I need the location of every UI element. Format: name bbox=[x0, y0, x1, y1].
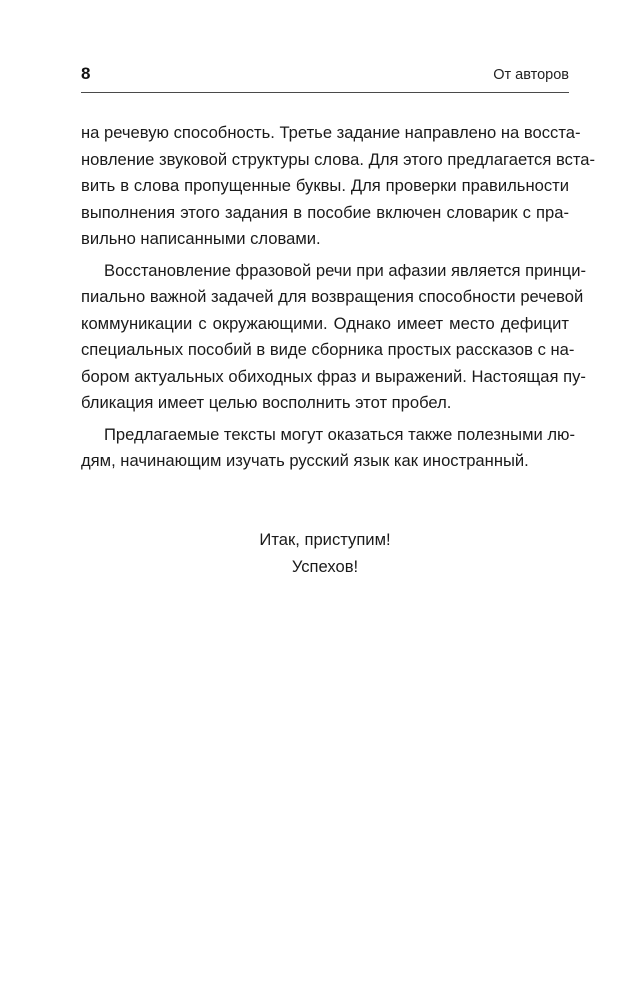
text-line: выполнения этого задания в пособие включен словарик с пра- bbox=[81, 202, 569, 222]
text-line: вить в слова пропущенные буквы. Для проверки правильности bbox=[81, 176, 569, 195]
text-line: дям, начинающим изучать русский язык как иностранный. bbox=[81, 451, 529, 470]
page-number: 8 bbox=[81, 64, 91, 83]
page-header bbox=[81, 62, 569, 93]
closing-block bbox=[81, 526, 569, 580]
closing-line-2: Успехов! bbox=[291, 557, 359, 576]
text-line: бором актуальных обиходных фраз и выражений. Настоящая пу- bbox=[81, 366, 586, 386]
main-text bbox=[81, 120, 596, 475]
paragraph-3 bbox=[81, 422, 576, 475]
text-line: вильно написанными словами. bbox=[81, 229, 321, 248]
closing-line-1: Итак, приступим! bbox=[259, 530, 391, 549]
paragraph-2 bbox=[81, 258, 587, 417]
text-line: коммуникации с окружающими. Однако имеет место дефицит bbox=[81, 313, 569, 333]
text-line: специальных пособий в виде сборника простых рассказов с на- bbox=[81, 340, 575, 359]
text-line: Предлагаемые тексты могут оказаться также полезными лю- bbox=[104, 424, 576, 444]
running-title: От авторов bbox=[493, 67, 569, 83]
paragraph-1 bbox=[81, 120, 596, 253]
text-line: бликация имеет целью восполнить этот пробел. bbox=[81, 393, 452, 412]
text-line: Восстановление фразовой речи при афазии является принци- bbox=[104, 260, 587, 280]
text-line: новление звуковой структуры слова. Для этого предлагается вста- bbox=[81, 149, 596, 169]
text-line: пиально важной задачей для возвращения способности речевой bbox=[81, 287, 584, 306]
text-line: на речевую способность. Третье задание направлено на восста- bbox=[81, 123, 581, 142]
